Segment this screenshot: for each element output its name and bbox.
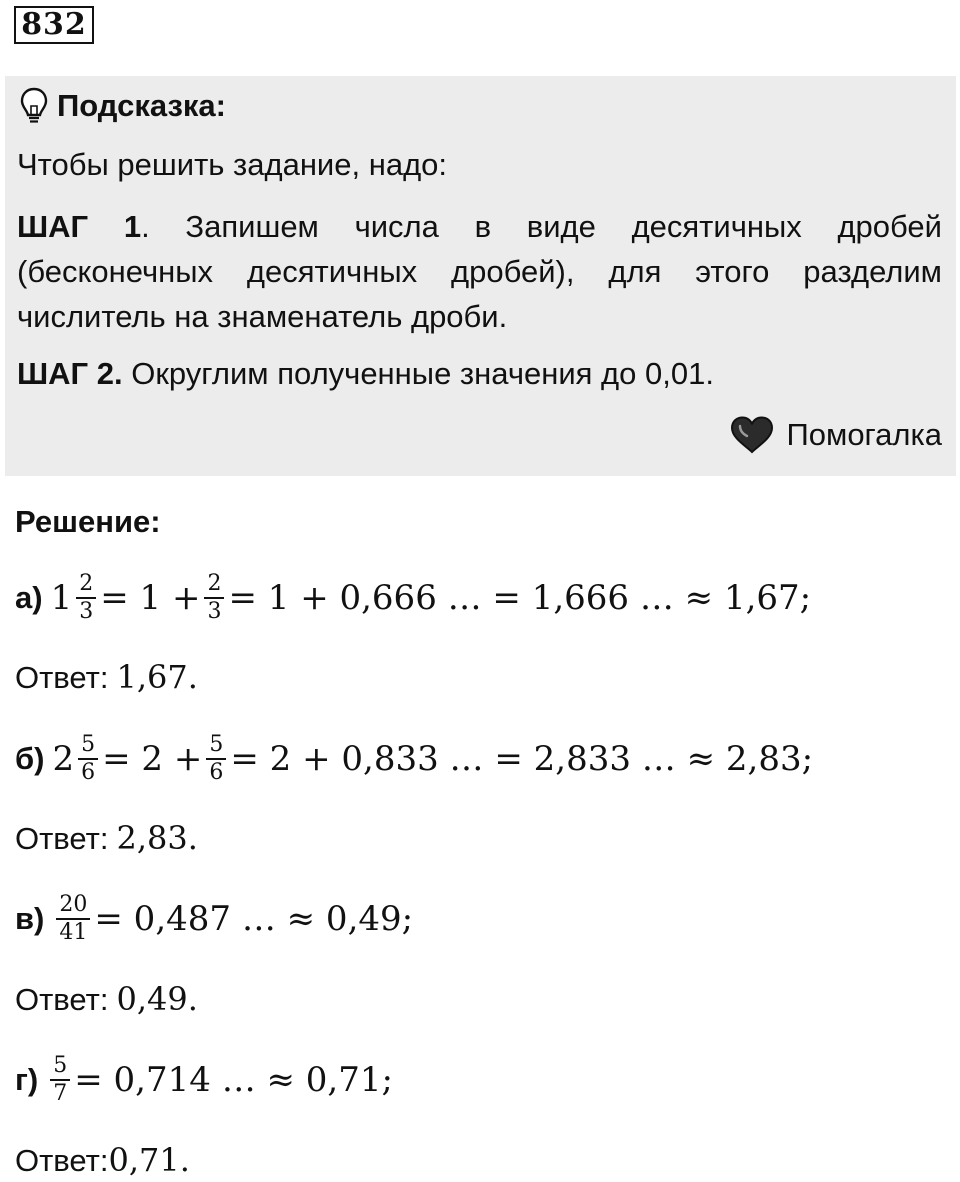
answer-label: Ответ: (15, 660, 109, 695)
fraction (204, 572, 224, 624)
heart-icon (730, 416, 774, 454)
answer-a (15, 658, 198, 696)
part-label: г) (15, 1062, 39, 1097)
numerator: 2 (76, 572, 96, 599)
denominator: 6 (209, 760, 224, 785)
step-2-label: ШАГ 2. (17, 356, 123, 391)
whole-part: 1 (50, 578, 73, 618)
lightbulb-icon (19, 86, 49, 126)
hint-title: Подсказка: (57, 88, 226, 123)
answer-c (15, 980, 198, 1018)
step-2-text: Округлим полученные значения до 0,01. (122, 356, 714, 391)
denominator: 3 (79, 599, 94, 624)
expression-start: = 2 + (102, 739, 203, 779)
fraction (76, 572, 96, 624)
expression: = 0,714 … ≈ 0,71; (74, 1060, 393, 1100)
part-label: в) (15, 901, 45, 936)
step-1-label: ШАГ 1 (17, 209, 142, 244)
answer-label: Ответ: (15, 1143, 109, 1178)
task-number: 832 (14, 6, 94, 44)
brand-name: Помогалка (786, 417, 942, 452)
fraction (206, 733, 226, 785)
denominator: 6 (81, 760, 96, 785)
fraction (78, 733, 98, 785)
hint-step-1 (17, 204, 942, 339)
answer-value: 2,83. (116, 819, 198, 857)
hint-box (5, 76, 956, 476)
whole-part: 2 (52, 739, 75, 779)
answer-value: 0,49. (116, 980, 198, 1018)
numerator: 2 (204, 572, 224, 599)
solution-part-a (15, 572, 811, 624)
numerator: 5 (50, 1054, 70, 1081)
denominator: 3 (207, 599, 222, 624)
expression-end: = 2 + 0,833 … = 2,833 … ≈ 2,83; (230, 739, 814, 779)
answer-value: 1,67. (116, 658, 198, 696)
numerator: 5 (78, 733, 98, 760)
denominator: 41 (59, 920, 88, 945)
hint-header (19, 86, 226, 126)
numerator: 5 (206, 733, 226, 760)
solution-title: Решение: (15, 504, 161, 539)
step-1-text: . Запишем числа в виде десятичных дробей (бесконечных десятичных дробей), для этого разделим числитель на знаменатель дроби. (17, 209, 942, 334)
answer-b (15, 819, 198, 857)
expression-start: = 1 + (100, 578, 201, 618)
answer-d (15, 1141, 190, 1179)
numerator: 20 (56, 893, 90, 920)
expression: = 0,487 … ≈ 0,49; (94, 899, 414, 939)
hint-intro: Чтобы решить задание, надо: (17, 147, 448, 182)
solution-part-d (15, 1054, 393, 1106)
hint-step-2 (17, 351, 942, 396)
solution-part-c (15, 893, 413, 945)
part-label: б) (15, 741, 45, 776)
answer-label: Ответ: (15, 821, 109, 856)
brand-badge (730, 416, 942, 454)
answer-label: Ответ: (15, 982, 109, 1017)
part-label: а) (15, 580, 43, 615)
answer-value: 0,71. (108, 1141, 190, 1179)
fraction (56, 893, 90, 945)
expression-end: = 1 + 0,666 … = 1,666 … ≈ 1,67; (228, 578, 812, 618)
fraction (50, 1054, 70, 1106)
denominator: 7 (53, 1081, 68, 1106)
solution-part-b (15, 733, 813, 785)
